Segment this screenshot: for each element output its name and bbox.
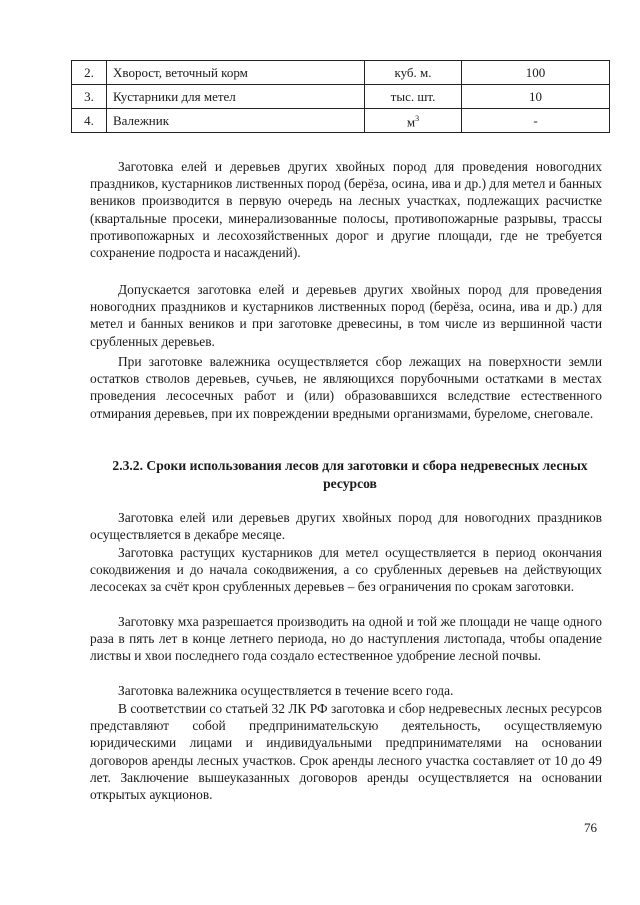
paragraph-text: Заготовка валежника осуществляется в течение всего года.	[118, 683, 454, 698]
resource-unit-cell	[365, 109, 462, 133]
row-number: 2.	[72, 61, 107, 85]
paragraph	[90, 544, 602, 596]
row-number: 3.	[72, 85, 107, 109]
paragraph	[90, 281, 602, 350]
paragraph	[90, 509, 602, 543]
table-row	[72, 109, 610, 133]
resource-name: Валежник	[107, 109, 365, 133]
resource-unit: куб. м.	[365, 61, 462, 85]
resource-value: 10	[462, 85, 610, 109]
paragraph-text: При заготовке валежника осуществляется сбор лежащих на поверхности земли остатков стволов деревьев, сучьев, не являющихся порубочными остатками в местах проведения лесосечных работ и (или) образовавшихся вследствие естественного отмирания деревьев, при их повреждении вредными организмами, буреломе, снеговале.	[90, 354, 602, 421]
paragraph	[90, 682, 602, 699]
resources-table	[71, 60, 610, 133]
paragraph-text: В соответствии со статьей 32 ЛК РФ заготовка и сбор недревесных лесных ресурсов представляют собой предпринимательскую деятельность, осуществляемую юридическими лицами и индивидуальными предпринимателями на основании договоров аренды лесных участков. Срок аренды лесного участка составляет от 10 до 49 лет. Заключение вышеуказанных договоров аренды осуществляется на основании открытых аукционов.	[90, 701, 602, 803]
unit-superscript: 3	[415, 113, 420, 123]
row-number: 4.	[72, 109, 107, 133]
paragraph-text: Заготовка елей и деревьев других хвойных пород для проведения новогодних праздников, кустарников лиственных пород (берёза, осина, ива и др.) для метел и банных веников производится в первую очередь на лесных участках, подлежащих расчистке (квартальные просеки, минерализованные полосы, противопожарные разрывы, трассы противопожарных и лесохозяйственных дорог и другие площади, где не требуется сохранение подроста и насаждений).	[90, 159, 602, 261]
paragraph	[90, 613, 602, 665]
resource-unit: м	[406, 114, 416, 130]
paragraph	[90, 353, 602, 422]
paragraph	[90, 700, 602, 803]
page-number: 76	[584, 820, 597, 835]
paragraph-text: Заготовку мха разрешается производить на одной и той же площади не чаще одного раза в пять лет в конце летнего периода, но до наступления листопада, чтобы опадение листвы и хвои последнего года создало естественное удобрение лесной почвы.	[90, 614, 602, 664]
resource-name: Хворост, веточный корм	[107, 61, 365, 85]
table-row	[72, 61, 610, 85]
resource-name: Кустарники для метел	[107, 85, 365, 109]
section-heading: 2.3.2. Сроки использования лесов для заготовки и сбора недревесных лесных ресурсов	[112, 458, 588, 491]
resource-value: -	[462, 109, 610, 133]
paragraph	[90, 158, 602, 261]
paragraph-text: Заготовка растущих кустарников для метел осуществляется в период окончания сокодвижения и до начала сокодвижения, а со срубленных деревьев на действующих лесосеках за счёт крон срубленных деревьев – без ограничения по срокам заготовки.	[90, 545, 602, 595]
paragraph-text: Заготовка елей или деревьев других хвойных пород для новогодних праздников осуществляется в декабре месяце.	[90, 510, 602, 543]
table-row	[72, 85, 610, 109]
resource-unit: тыс. шт.	[365, 85, 462, 109]
paragraph-text: Допускается заготовка елей и деревьев других хвойных пород для проведения новогодних праздников и кустарников лиственных пород (берёза, осина, ива и др.) для метел и банных веников и при заготовке древесины, в том числе из вершинной части срубленных деревьев.	[90, 282, 602, 349]
resource-value: 100	[462, 61, 610, 85]
